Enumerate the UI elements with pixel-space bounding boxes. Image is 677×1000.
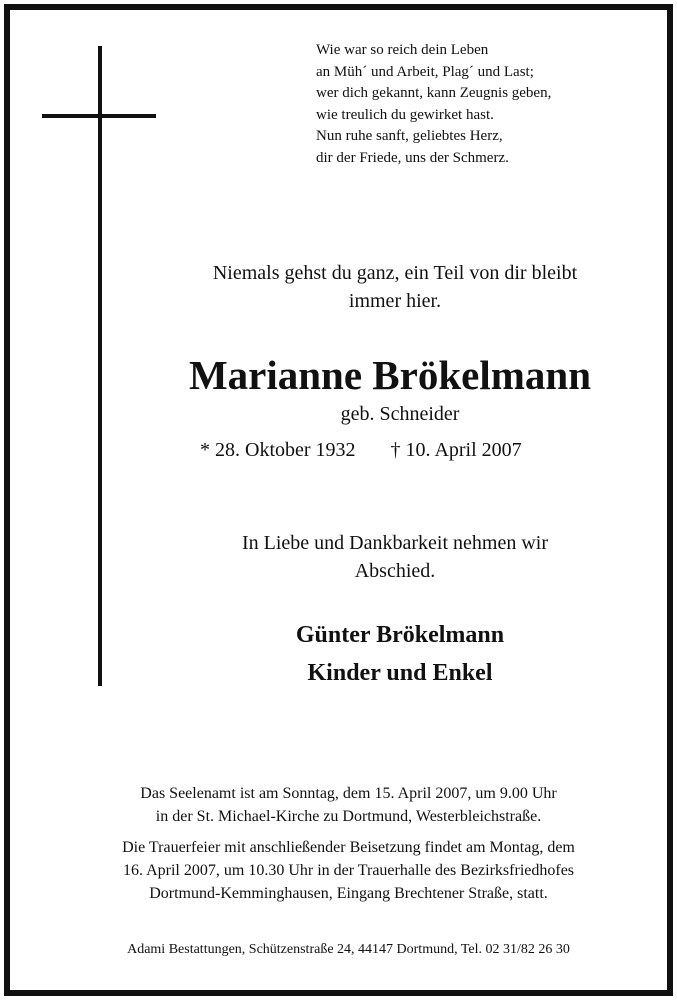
obituary-frame bbox=[4, 4, 673, 996]
poem-line: Nun ruhe sanft, geliebtes Herz, bbox=[316, 128, 503, 144]
poem-line: an Müh´ und Arbeit, Plag´ und Last; bbox=[316, 63, 534, 80]
quote-line: Niemals gehst du ganz, ein Teil von dir bleibt bbox=[212, 262, 578, 284]
undertaker-footer: Adami Bestattungen, Schützenstraße 24, 44147 Dortmund, Tel. 02 31/82 26 30 bbox=[127, 942, 570, 957]
memorial-quote bbox=[160, 259, 630, 315]
requiem-line: Das Seelenamt ist am Sonntag, dem 15. April 2007, um 9.00 Uhr bbox=[140, 785, 557, 802]
deceased-name: Marianne Brökelmann bbox=[188, 352, 592, 398]
service-details bbox=[40, 782, 657, 913]
cross-icon bbox=[98, 46, 102, 686]
death-date: † 10. April 2007 bbox=[390, 439, 522, 461]
cross-icon-crossbar bbox=[42, 114, 156, 118]
funeral-line: 16. April 2007, um 10.30 Uhr in der Trauerhalle des Bezirksfriedhofes bbox=[122, 862, 575, 879]
mourner-family: Kinder und Enkel bbox=[307, 660, 493, 686]
farewell-line: In Liebe und Dankbarkeit nehmen wir bbox=[241, 532, 548, 554]
farewell-text bbox=[170, 529, 620, 585]
poem-line: wer dich gekannt, kann Zeugnis geben, bbox=[316, 85, 552, 101]
funeral-info bbox=[40, 836, 657, 905]
maiden-name: geb. Schneider bbox=[340, 403, 460, 425]
poem-line: dir der Friede, uns der Schmerz. bbox=[316, 149, 509, 166]
birth-date: * 28. Oktober 1932 bbox=[200, 439, 356, 461]
farewell-line: Abschied. bbox=[354, 560, 436, 582]
poem-line: wie treulich du gewirket hast. bbox=[316, 106, 494, 123]
poem-line: Wie war so reich dein Leben bbox=[316, 42, 489, 58]
funeral-line: Die Trauerfeier mit anschließender Beisetzung findet am Montag, dem bbox=[122, 839, 575, 856]
requiem-info bbox=[40, 782, 657, 828]
life-dates bbox=[200, 436, 620, 464]
mourner-name: Günter Brökelmann bbox=[295, 622, 505, 648]
poem bbox=[316, 40, 636, 169]
requiem-line: in der St. Michael-Kirche zu Dortmund, Westerbleichstraße. bbox=[155, 808, 542, 825]
quote-line: immer hier. bbox=[348, 290, 442, 312]
mourners bbox=[190, 616, 610, 692]
funeral-line: Dortmund-Kemminghausen, Eingang Brechtener Straße, statt. bbox=[149, 885, 548, 902]
